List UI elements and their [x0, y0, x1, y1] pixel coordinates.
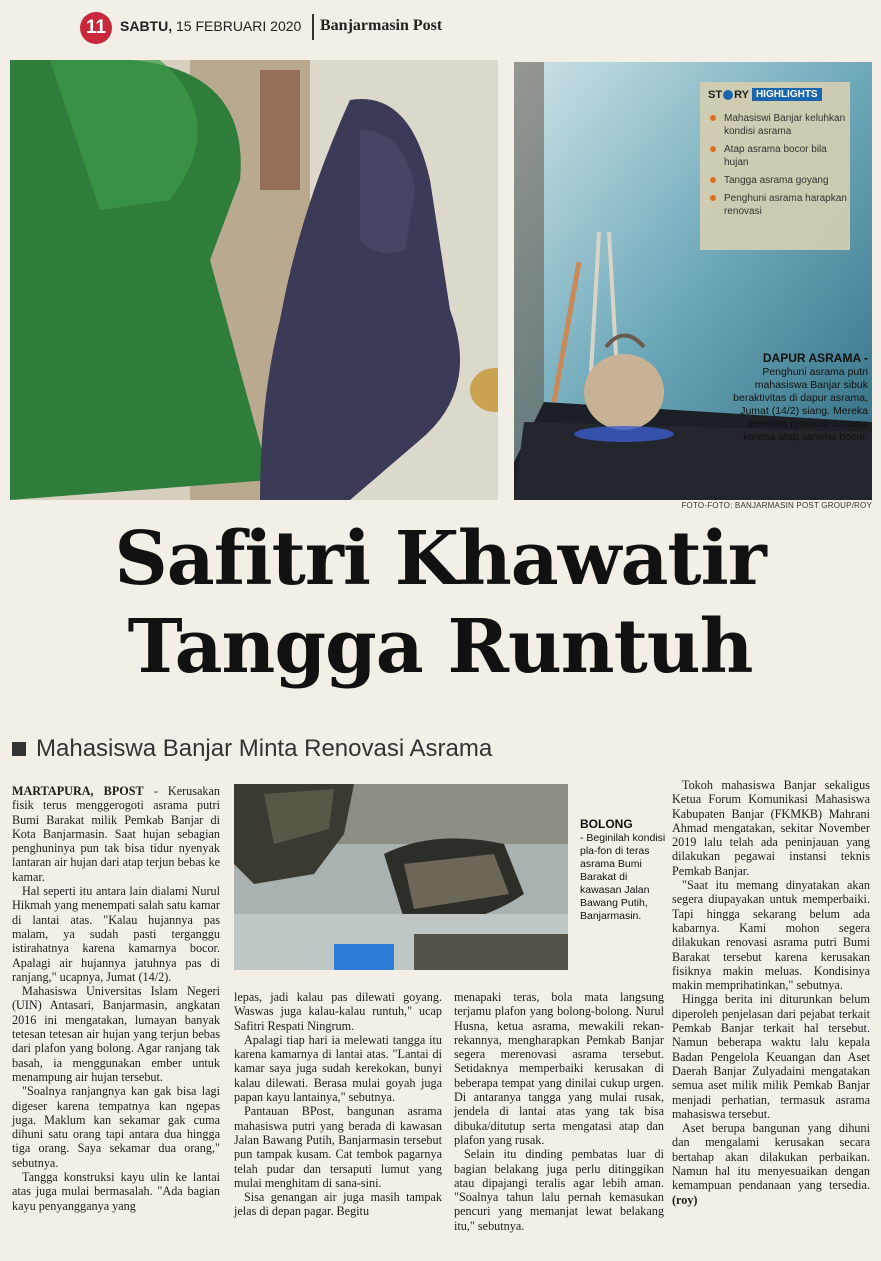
article-paragraph: Sisa genangan air juga masih tampak jelas di depan pagar. Begitu [234, 1190, 442, 1219]
headline-line-2: Tangga Runtuh [127, 604, 753, 690]
article-paragraph: MARTAPURA, BPOST - Kerusakan fisik terus menggerogoti asrama putri Bumi Barakat milik Pemkab Banjar di Kota Banjarmasin. Saat hujan sebagian penghuninya pun tak bisa tidur nyenyak lantaran air hujan dari atap terjun bebas ke kamar. [12, 784, 221, 884]
kitchen-photo-left [10, 60, 498, 500]
article-paragraph: lepas, jadi kalau pas dilewati goyang. Waswas juga kalau-kalau runtuh," ucap Safitri Respati Ningrum. [234, 990, 442, 1033]
story-highlights-title [708, 88, 822, 101]
story-logo-icon [723, 90, 733, 100]
headline-line-1: Safitri Khawatir [114, 516, 766, 602]
article-column-3 [454, 990, 664, 1233]
article-paragraph: Pantauan BPost, bangunan asrama mahasiswa putri yang berada di kawasan Jalan Bawang Putih, Banjarmasin tersebut pun tampak kusam. Cat tembok pagarnya telah pudar dan tersaputi lumut yang mulai menghitam di sana-sini. [234, 1104, 442, 1190]
article-paragraph: "Saat itu memang dinyatakan akan segera diupayakan untuk memperbaiki. Tapi hingga sekarang belum ada kabarnya. Kami mohon segera dilakukan renovasi asrama putri Bumi Barakat tersebut karena kerusakan fisiknya makin meluas. Kondisinya makin memprihatinkan," sebutnya. [672, 878, 870, 993]
highlights-badge: HIGHLIGHTS [752, 88, 822, 101]
highlights-list [708, 112, 848, 223]
subheadline [12, 735, 492, 763]
article-column-4 [672, 778, 870, 1207]
author-signoff: (roy) [672, 1192, 698, 1207]
ceiling-caption [580, 818, 668, 923]
article-column-2 [234, 990, 442, 1219]
bullet-icon [710, 115, 716, 121]
article-paragraph: Mahasiswa Universitas Islam Negeri (UIN) Antasari, Banjarmasin, angkatan 2016 ini mengatakan, lumayan banyak tetesan tetesan air hujan yang terjun bebas dari plafon yang bolong. Agar ranjang tak basah, ia menggunakan ember untuk menampung air hujan tersebut. [12, 984, 220, 1084]
story-highlights-box [700, 82, 850, 250]
bullet-icon [710, 177, 716, 183]
highlight-item: Tangga asrama goyang [708, 174, 848, 187]
kitchen-photo-left-image [10, 60, 498, 500]
article-column-1 [12, 784, 220, 1213]
highlight-item: Penghuni asrama harapkan renovasi [708, 192, 848, 218]
article-paragraph: Tokoh mahasiswa Banjar sekaligus Ketua Forum Komunikasi Mahasiswa Kabupaten Banjar (FKMKB) Mahrani Ahmad mengatakan, sekitar November 2019 lalu telah ada peninjauan yang dilakukan pegawai instansi teknis Pemkab Banjar. [672, 778, 870, 878]
article-paragraph: Aset berupa bangunan yang dihuni dan mengalami kerusakan secara bertahap akan dilakukan perbaikan. Namun hal itu menyesuaikan dengan kemampuan pendanaan yang tersedia. (roy) [672, 1121, 870, 1207]
story-title-suffix: RY [734, 88, 749, 101]
bullet-icon [710, 195, 716, 201]
photo-caption-text: Penghuni asrama putri mahasiswa Banjar sibuk beraktivitas di dapur asrama, Jumat (14/2) siang. Mereka meminta renovasi asrama karena atap asrama bocor. [733, 366, 868, 443]
story-title-prefix: ST [708, 88, 723, 101]
article-paragraph: Hingga berita ini diturunkan belum diperoleh penjelasan dari pejabat terkait Pemkab Banjar terkait hal tersebut. Namun beberapa waktu lalu kepala Badan Pengelola Keuangan dan Aset Daerah Banjar Zulyadaini mengatakan semua aset milik milik Pemkab Banjar menjadi perhatian, termasuk asrama mahasiswa tersebut. [672, 992, 870, 1121]
ceiling-caption-text: - Beginilah kondisi pla-fon di teras asrama Bumi Barakat di kawasan Jalan Bawang Putih, Banjarmasin. [580, 832, 666, 922]
article-paragraph: Selain itu dinding pembatas luar di bagian belakang juga perlu ditinggikan atau dipajangi teralis agar lebih aman. "Soalnya tahun lalu pernah kemasukan pencuri yang memanjat lewat belakang itu," sebutnya. [454, 1147, 664, 1233]
dateline: MARTAPURA, BPOST [12, 784, 144, 798]
subheadline-text: Mahasiswa Banjar Minta Renovasi Asrama [36, 735, 493, 762]
ceiling-caption-label: BOLONG [580, 817, 633, 831]
page-number: 11 [85, 17, 107, 38]
page-number-badge [80, 12, 112, 44]
headline [80, 515, 800, 691]
photo-caption-label: DAPUR ASRAMA - [762, 351, 868, 365]
article-paragraph: Tangga konstruksi kayu ulin ke lantai atas juga mulai bermasalah. "Ada bagian kayu penyangganya yang [12, 1170, 220, 1213]
article-paragraph: Hal seperti itu antara lain dialami Nurul Hikmah yang menempati salah satu kamar di lantai atas. "Kalau hujannya pas malam, ya sudah pasti terganggu istirahatnya karena kamarnya bocor. Apalagi air hujannya jatuhnya pas di ranjang," ucapnya, Jumat (14/2). [12, 884, 220, 984]
square-bullet-icon [12, 742, 26, 756]
header-divider [312, 14, 314, 40]
bullet-icon [710, 146, 716, 152]
ceiling-photo-image [234, 784, 568, 970]
article-paragraph: menapaki teras, bola mata langsung terjamu plafon yang bolong-bolong. Nurul Husna, ketua asrama, mewakili rekan-rekannya, mengharapkan Pemkab Banjar segera merenovasi asrama tersebut. Setidaknya memperbaiki kerusakan di beberapa tempat yang dinilai cukup urgen. Di antaranya tangga yang mulai rusak, jendela di lantai atas yang tak bisa dibuka/ditutup serta mengatasi atap dan plafon yang rusak. [454, 990, 664, 1147]
issue-date-text: 15 FEBRUARI 2020 [176, 18, 302, 34]
highlight-item: Mahasiswi Banjar keluhkan kondisi asrama [708, 112, 848, 138]
article-paragraph: "Soalnya ranjangnya kan gak bisa lagi digeser karena tempatnya kan ngepas juga. Maklum kan sekamar gak cuma dihuni satu orang tapi antara dua hingga tiga orang. Saya sekamar dua orang," sebutnya. [12, 1084, 220, 1170]
newspaper-brand: Banjarmasin Post [320, 17, 443, 34]
photo-credit: FOTO-FOTO: BANJARMASIN POST GROUP/ROY [681, 501, 872, 510]
issue-day: SABTU, [120, 18, 173, 34]
ceiling-photo [234, 784, 568, 970]
issue-date [120, 18, 301, 34]
article-paragraph: Apalagi tiap hari ia melewati tangga itu karena kamarnya di lantai atas. "Lantai di kamar saya juga sudah kerekokan, bunyi kalau dilewati. Berasa mulai goyah juga papan kayu lantainya," sebutnya. [234, 1032, 442, 1105]
photo-caption [724, 352, 868, 444]
highlight-item: Atap asrama bocor bila hujan [708, 143, 848, 169]
